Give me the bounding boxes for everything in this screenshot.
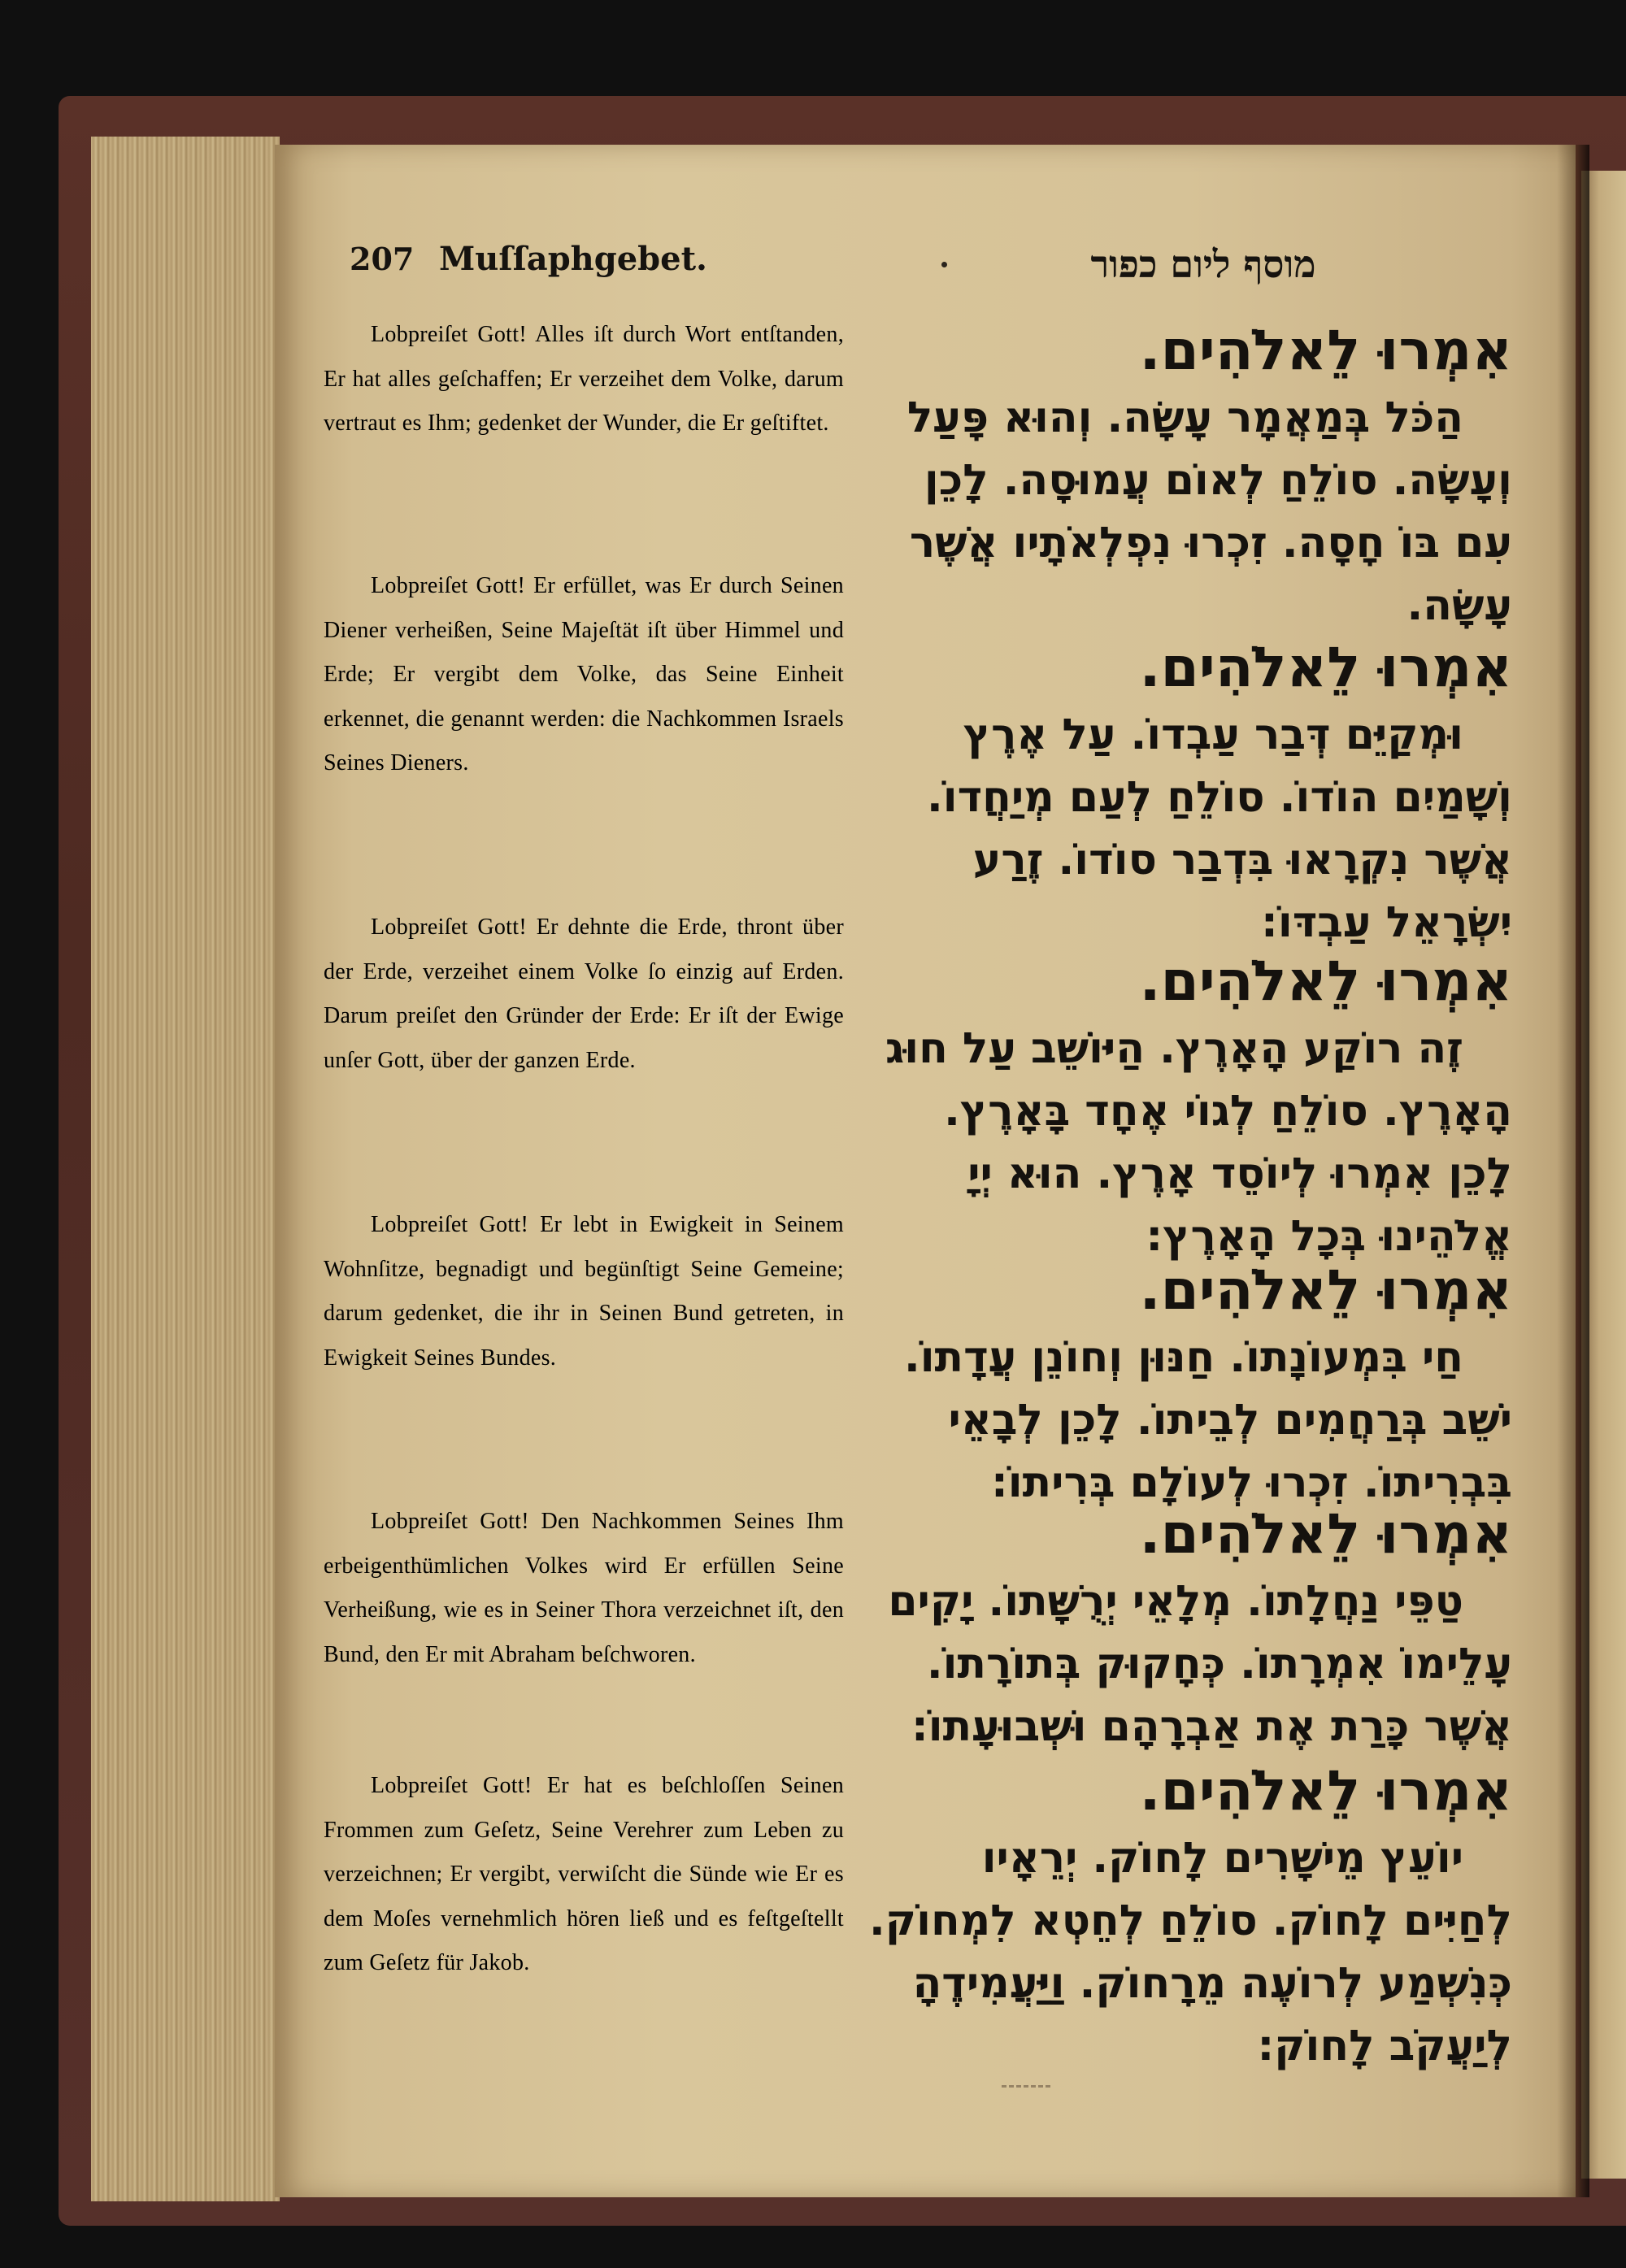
hebrew-line: יִשְׂרָאֵל עַבְדּוֹ: [1261,898,1512,947]
hebrew-line: לְחַיִּים לָחוֹק. סוֹלֵחַ לְחֵטְא לִמְחוֹק. [869,1897,1512,1945]
hebrew-line: יוֹעֵץ מֵישָׁרִים לָחוֹק. יְרֵאָיו [981,1834,1463,1883]
hebrew-line: וּמְקַיֵּם דְּבַר עַבְדוֹ. עַל אֶרֶץ [963,710,1463,759]
hebrew-refrain: אִמְרוּ לֵאלֹהִים. [1139,319,1512,383]
hebrew-refrain: אִמְרוּ לֵאלֹהִים. [1139,1258,1512,1323]
header-dot [941,262,947,267]
spine-shadow [1557,145,1589,2197]
german-paragraph: Lobpreiſet Gott! Er lebt in Ewigkeit in Seinem Wohnſitze, begnadigt und begünſtigt Seine Gemeine; darum gedenket, die ihr in Seinen Bund getreten, in Ewigkeit Seines Bundes. [324,1212,844,1371]
german-paragraph: Lobpreiſet Gott! Alles iſt durch Wort entſtanden, Er hat alles geſchaffen; Er verzeihet dem Volke, darum vertraut es Ihm; gedenket der Wunder, die Er geſtiftet. [324,322,844,436]
hebrew-stanza [868,1759,1512,2078]
hebrew-line: יֹשֵׁב בְּרַחֲמִים לְבֵיתוֹ. לָכֵן לְבָאֵי [948,1396,1512,1445]
hebrew-line: זֶה רוֹקַע הָאָרֶץ. הַיּוֹשֵׁב עַל חוּג [885,1024,1463,1073]
hebrew-line: אֲשֶׁר נִקְרָאוּ בִּדְבַר סוֹדוֹ. זֶרַע [972,836,1512,884]
hebrew-title: מוסף ליום כפור [1090,242,1316,286]
german-paragraph: Lobpreiſet Gott! Er erfüllet, was Er durch Seinen Diener verheißen, Seine Majeſtät iſt über Himmel und Erde; Er vergibt dem Volke, das Seine Einheit erkennet, die genannt werden: die Nachkommen Israels Seines Dieners. [324,573,844,776]
hebrew-line: בִּבְרִיתוֹ. זִכְרוּ לְעוֹלָם בְּרִיתוֹ: [990,1458,1512,1507]
hebrew-stanza [868,1258,1512,1514]
hebrew-refrain: אִמְרוּ לֵאלֹהִים. [1139,1759,1512,1823]
page-edges [91,137,280,2201]
hebrew-line: חַי בִּמְעוֹנָתוֹ. חַנּוּן וְחוֹנֵן עֲדָתוֹ. [903,1333,1463,1382]
german-header [350,234,837,283]
german-paragraph: Lobpreiſet Gott! Er hat es beſchloſſen Seinen Frommen zum Geſetz, Seine Verehrer zum Leben zu verzeichnen; Er vergibt, verwiſcht die Sünde wie Er es dem Moſes vernehmlich hören ließ und es feſtgeſtellt zum Geſetz für Jakob. [324,1773,844,1975]
hebrew-line: וְעָשָׂה. סוֹלֵחַ לְאוֹם עֲמוּסָה. לָכֵן [924,456,1512,505]
hebrew-line: עִם בּוֹ חָסָה. זִכְרוּ נִפְלְאֹתָיו אֲשֶׁר [909,519,1512,567]
hebrew-line: לָכֵן אִמְרוּ לְיוֹסֵד אָרֶץ. הוּא יְיָ [967,1149,1512,1198]
hebrew-refrain: אִמְרוּ לֵאלֹהִים. [1139,949,1512,1014]
hebrew-line: הָאָרֶץ. סוֹלֵחַ לְגוֹי אֶחָד בָּאָרֶץ. [944,1087,1512,1136]
hebrew-stanza [868,636,1512,954]
hebrew-line: הַכֹּל בְּמַאֲמָר עָשָׂה. וְהוּא פָּעַל [906,393,1463,442]
hebrew-line: אֱלֹהֵינוּ בְּכָל הָאָרֶץ: [1146,1212,1512,1261]
hebrew-stanza [868,319,1512,637]
german-title: Muſſaphgebet. [439,239,707,278]
hebrew-line: עָלֵימוֹ אִמְרָתוֹ. כְּחָקוּק בְּתוֹרָתוֹ. [926,1640,1512,1688]
hebrew-line: טַפֵּי נַחֲלָתוֹ. מְלָאֵי יְרֻשָּׁתוֹ. יָקִים [888,1577,1463,1626]
hebrew-refrain: אִמְרוּ לֵאלֹהִים. [1139,636,1512,700]
hebrew-stanza [868,1502,1512,1758]
german-paragraph: Lobpreiſet Gott! Den Nachkommen Seines Ihm erbeigenthümlichen Volkes wird Er erfüllen Seine Verheißung, wie es in Seiner Thora verzeichnet iſt, den Bund, den Er mit Abraham beſchworen. [324,1509,844,1667]
hebrew-stanza [868,949,1512,1268]
hebrew-line: וְשָׁמַיִם הוֹדוֹ. סוֹלֵחַ לְעַם מְיַחֲדוֹ. [926,773,1512,822]
hebrew-line: כְּנִשְׁמַע לְרוֹעֶה מֵרָחוֹק. וַיַּעֲמִידֶהָ [912,1959,1512,2008]
page-footer-mark [1002,2085,1050,2091]
page-number: 207 [350,240,415,277]
hebrew-line: לְיַעֲקֹב לָחוֹק: [1257,2022,1512,2070]
hebrew-line: עָשָׂה. [1406,581,1512,630]
german-paragraph: Lobpreiſet Gott! Er dehnte die Erde, thront über der Erde, verzeihet einem Volke ſo einzig auf Erden. Darum preiſet den Gründer der Erde: Er iſt der Ewige unſer Gott, über der ganzen Erde. [324,915,844,1073]
hebrew-refrain: אִמְרוּ לֵאלֹהִים. [1139,1502,1512,1566]
hebrew-line: אֲשֶׁר כָּרַת אֶת אַבְרָהָם וּשְׁבוּעָתוֹ: [911,1702,1512,1751]
